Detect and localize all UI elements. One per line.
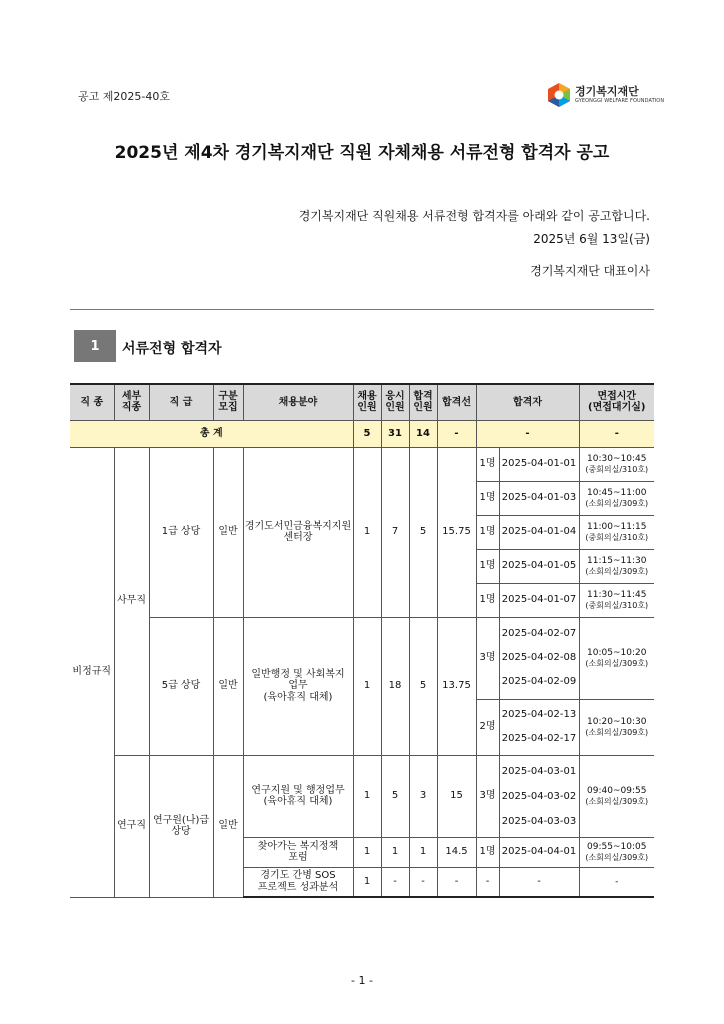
subtype-cell: 연구직 (114, 755, 149, 897)
header-applied-count: 응시 인원 (381, 384, 409, 420)
passer-id: 2025-04-02-09 (501, 676, 577, 687)
slot-count: 1명 (476, 837, 499, 867)
grade-cell: 5급 상당 (149, 617, 213, 755)
field-cell: 일반행정 및 사회복지 업무 (육아휴직 대체) (243, 617, 353, 755)
total-passers: - (476, 420, 579, 447)
passer-id: 2025-04-03-01 (501, 765, 577, 777)
foundation-logo (547, 78, 665, 114)
total-passed: 14 (409, 420, 437, 447)
field-cell: 연구지원 및 행정업무 (육아휴직 대체) (243, 755, 353, 837)
passed-cell: 3 (409, 755, 437, 837)
applied-cell: - (381, 867, 409, 897)
passer-id: 2025-04-04-01 (499, 837, 579, 867)
type-cell: 일반 (213, 755, 243, 897)
header-grade: 직 급 (149, 384, 213, 420)
hire-cell: 1 (353, 755, 381, 837)
passed-cell: 5 (409, 447, 437, 617)
header-job-type: 직 종 (70, 384, 114, 420)
page-title: 2025년 제4차 경기복지재단 직원 자체채용 서류전형 합격자 공고 (114, 143, 610, 163)
interview-slot: 11:00~11:15 (중회의실/310호) (579, 515, 654, 549)
passer-id: 2025-04-03-03 (501, 815, 577, 827)
applied-cell: 5 (381, 755, 409, 837)
total-cutoff: - (437, 420, 476, 447)
interview-slot: 11:15~11:30 (소회의실/309호) (579, 549, 654, 583)
header-passers: 합격자 (476, 384, 579, 420)
category-cell: 비정규직 (70, 447, 114, 897)
signer: 경기복지재단 대표이사 (530, 264, 650, 278)
divider (70, 309, 654, 310)
passer-ids (499, 617, 579, 699)
passer-id: 2025-04-02-13 (501, 709, 577, 720)
page-number: - 1 - (351, 974, 373, 987)
interview-slot: 10:05~10:20 (소회의실/309호) (579, 617, 654, 699)
table-header-row (70, 384, 654, 420)
header-cutoff: 합격선 (437, 384, 476, 420)
field-cell: 경기도서민금융복지지원 센터장 (243, 447, 353, 617)
passer-id: 2025-04-01-07 (499, 583, 579, 617)
cutoff-cell: 15 (437, 755, 476, 837)
table-row (70, 447, 654, 481)
hire-cell: 1 (353, 447, 381, 617)
interview-slot: - (579, 867, 654, 897)
header-passed-count: 합격 인원 (409, 384, 437, 420)
hire-cell: 1 (353, 867, 381, 897)
interview-slot: 09:40~09:55 (소회의실/309호) (579, 755, 654, 837)
type-cell: 일반 (213, 617, 243, 755)
slot-count: 2명 (476, 699, 499, 755)
table-row (70, 617, 654, 699)
slot-count: - (476, 867, 499, 897)
applied-cell: 18 (381, 617, 409, 755)
slot-count: 1명 (476, 481, 499, 515)
passer-id: 2025-04-01-04 (499, 515, 579, 549)
table-row (70, 755, 654, 837)
hire-cell: 1 (353, 617, 381, 755)
results-table (70, 383, 654, 898)
logo-subtitle: GYEONGGI WELFARE FOUNDATION (575, 98, 665, 104)
cutoff-cell: 14.5 (437, 837, 476, 867)
field-cell: 찾아가는 복지정책 포럼 (243, 837, 353, 867)
header-hire-count: 채용 인원 (353, 384, 381, 420)
interview-slot: 10:45~11:00 (소회의실/309호) (579, 481, 654, 515)
section-title: 서류전형 합격자 (122, 341, 222, 357)
total-row (70, 420, 654, 447)
applied-cell: 7 (381, 447, 409, 617)
interview-slot: 10:20~10:30 (소회의실/309호) (579, 699, 654, 755)
section-number: 1 (74, 330, 116, 362)
passer-ids (499, 699, 579, 755)
applied-cell: 1 (381, 837, 409, 867)
header-recruit-type: 구분 모집 (213, 384, 243, 420)
total-applied: 31 (381, 420, 409, 447)
hire-cell: 1 (353, 837, 381, 867)
passer-id: 2025-04-03-02 (501, 790, 577, 802)
slot-count: 1명 (476, 447, 499, 481)
passer-ids (499, 755, 579, 837)
passed-cell: 1 (409, 837, 437, 867)
interview-slot: 10:30~10:45 (중회의실/310호) (579, 447, 654, 481)
logo-name: 경기복지재단 (575, 85, 639, 98)
cutoff-cell: 15.75 (437, 447, 476, 617)
slot-count: 1명 (476, 583, 499, 617)
interview-slot: 09:55~10:05 (소회의실/309호) (579, 837, 654, 867)
type-cell: 일반 (213, 447, 243, 617)
total-hire: 5 (353, 420, 381, 447)
subtype-cell: 사무직 (114, 447, 149, 755)
header-subtype: 세부 직종 (114, 384, 149, 420)
cutoff-cell: - (437, 867, 476, 897)
passer-id: 2025-04-02-08 (501, 652, 577, 663)
passer-id: - (499, 867, 579, 897)
header-interview-time: 면접시간 (면접대기실) (579, 384, 654, 420)
cutoff-cell: 13.75 (437, 617, 476, 755)
field-cell: 경기도 간병 SOS 프로젝트 성과분석 (243, 867, 353, 897)
passed-cell: 5 (409, 617, 437, 755)
intro-text: 경기복지재단 직원채용 서류전형 합격자를 아래와 같이 공고합니다. (298, 209, 650, 223)
passer-id: 2025-04-02-17 (501, 733, 577, 744)
passer-id: 2025-04-01-03 (499, 481, 579, 515)
notice-date: 2025년 6월 13일(금) (533, 232, 650, 246)
passer-id: 2025-04-02-07 (501, 628, 577, 639)
notice-number: 공고 제2025-40호 (78, 90, 170, 103)
slot-count: 3명 (476, 755, 499, 837)
header-field: 채용분야 (243, 384, 353, 420)
total-time: - (579, 420, 654, 447)
total-label: 총 계 (70, 420, 353, 447)
slot-count: 3명 (476, 617, 499, 699)
interview-slot: 11:30~11:45 (중회의실/310호) (579, 583, 654, 617)
passed-cell: - (409, 867, 437, 897)
grade-cell: 연구원(나)급 상당 (149, 755, 213, 897)
passer-id: 2025-04-01-05 (499, 549, 579, 583)
foundation-logo-icon (547, 82, 571, 108)
slot-count: 1명 (476, 515, 499, 549)
slot-count: 1명 (476, 549, 499, 583)
grade-cell: 1급 상당 (149, 447, 213, 617)
passer-id: 2025-04-01-01 (499, 447, 579, 481)
